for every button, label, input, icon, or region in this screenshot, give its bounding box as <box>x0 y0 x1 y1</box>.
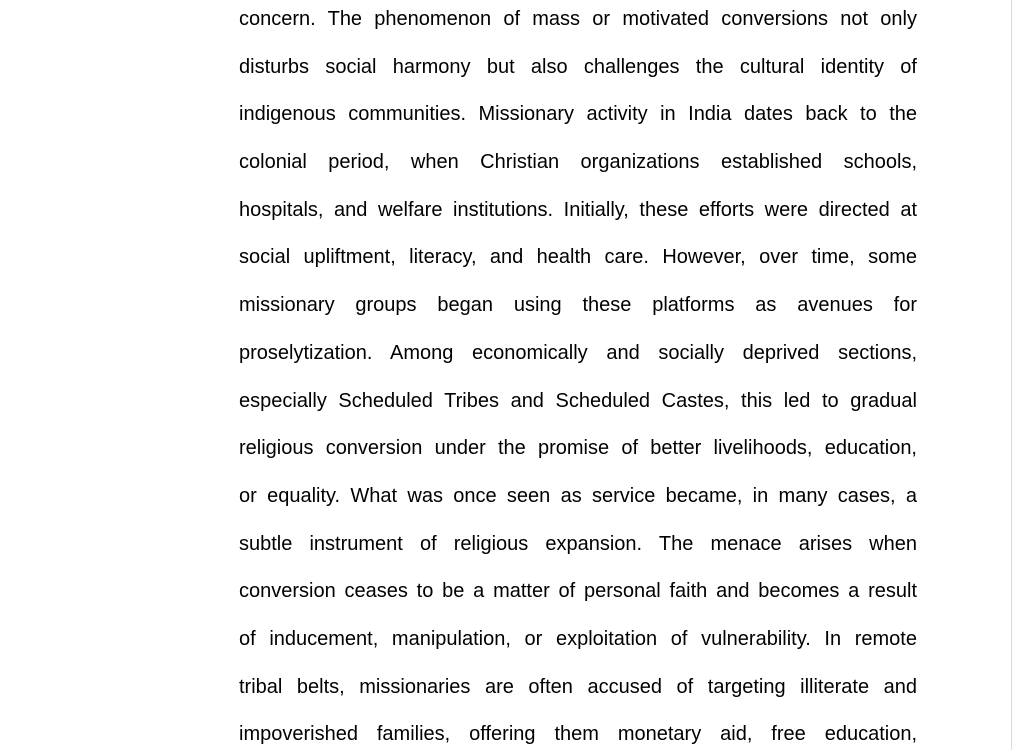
text-line: of inducement, manipulation, or exploitation of vulnerability. In remote <box>239 627 917 650</box>
text-line: disturbs social harmony but also challenges the cultural identity of <box>239 55 917 78</box>
text-line: or equality. What was once seen as service became, in many cases, a <box>239 484 917 507</box>
text-line: subtle instrument of religious expansion. The menace arises when <box>239 532 917 555</box>
text-line: social upliftment, literacy, and health care. However, over time, some <box>239 246 917 269</box>
text-line: colonial period, when Christian organizations established schools, <box>239 151 917 174</box>
text-line: concern. The phenomenon of mass or motivated conversions not only <box>239 8 917 30</box>
text-line: missionary groups began using these platforms as avenues for <box>239 294 917 317</box>
text-line: proselytization. Among economically and socially deprived sections, <box>239 341 917 364</box>
text-line: religious conversion under the promise of better livelihoods, education, <box>239 437 917 460</box>
text-line: hospitals, and welfare institutions. Initially, these efforts were directed at <box>239 198 917 221</box>
text-line: tribal belts, missionaries are often accused of targeting illiterate and <box>239 675 917 698</box>
text-line: indigenous communities. Missionary activity in India dates back to the <box>239 103 917 126</box>
text-line: especially Scheduled Tribes and Scheduled Castes, this led to gradual <box>239 389 917 412</box>
body-paragraph <box>239 0 917 750</box>
text-line: impoverished families, offering them monetary aid, free education, <box>239 723 917 746</box>
text-line: conversion ceases to be a matter of personal faith and becomes a result <box>239 580 917 603</box>
